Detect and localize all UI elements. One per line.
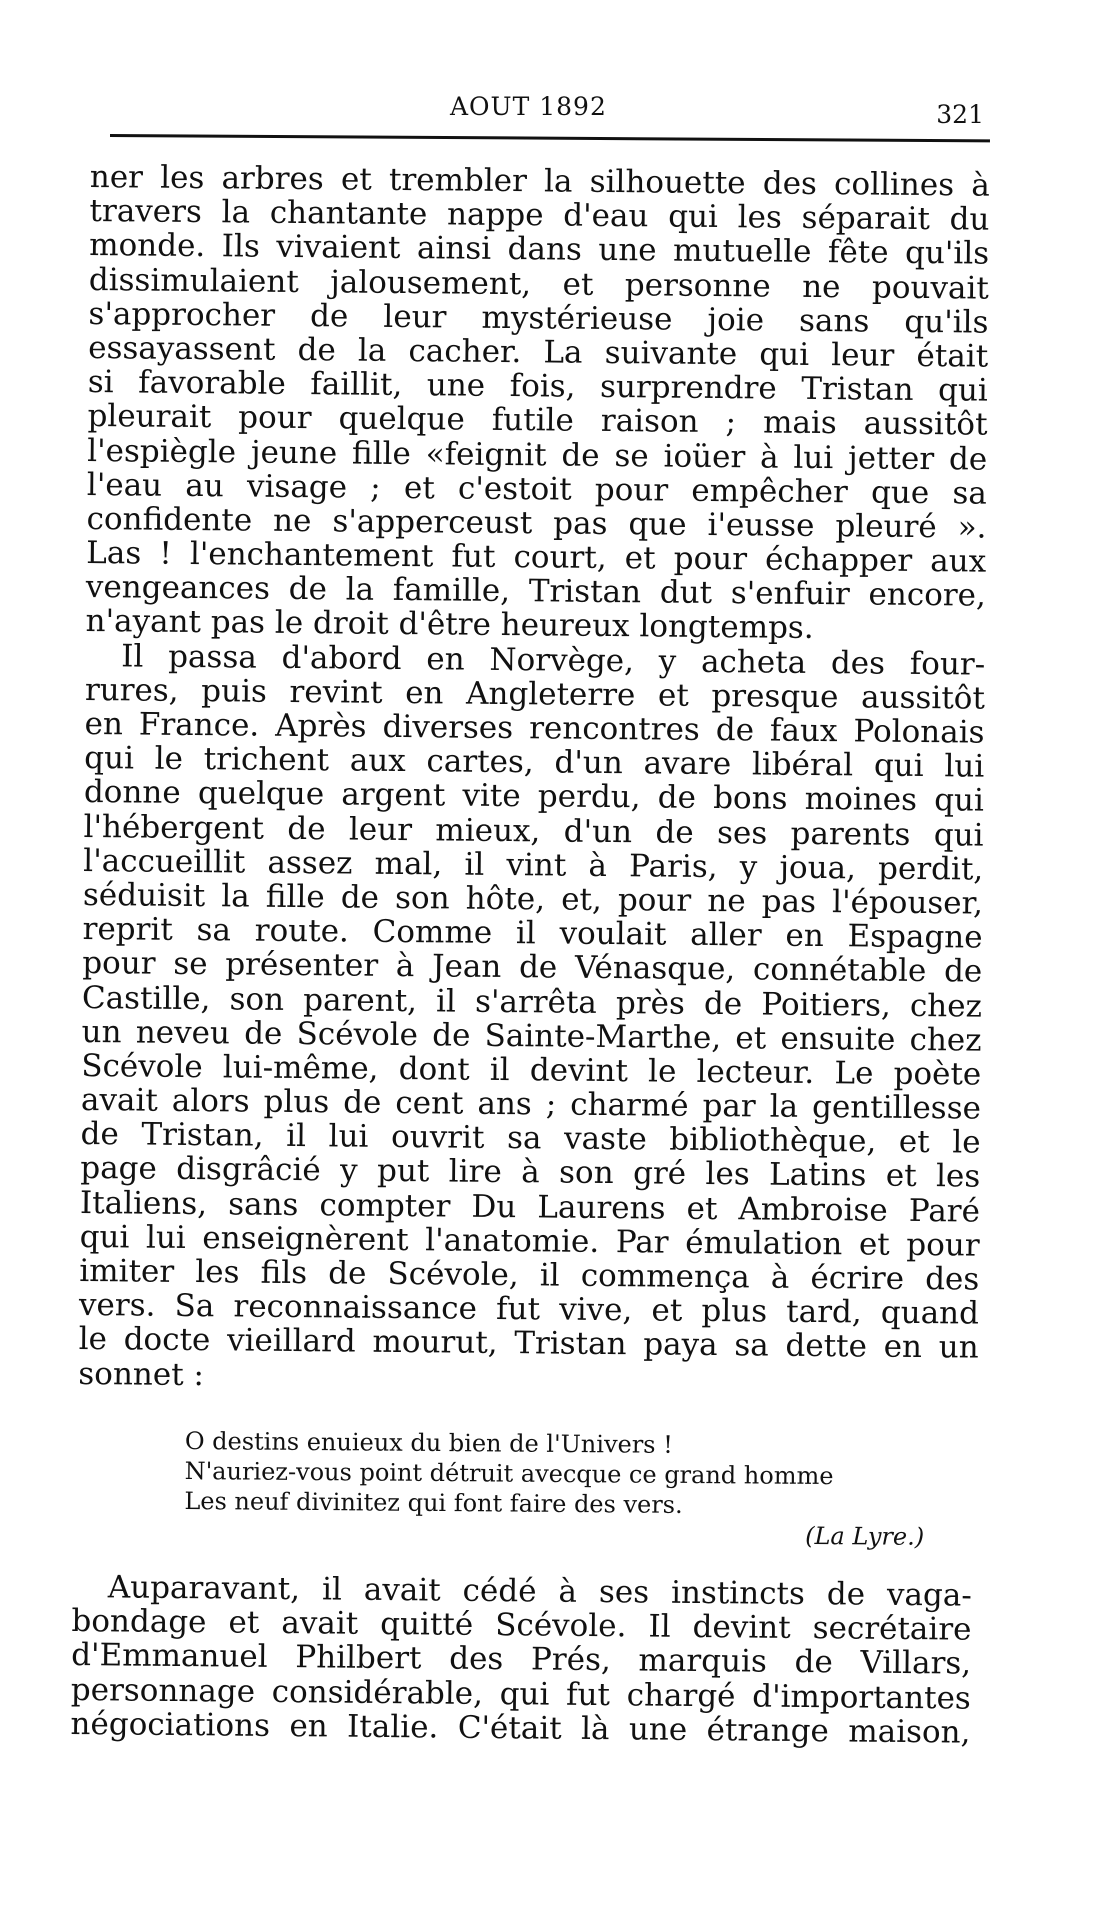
- text-line: reprit sa route. Comme il voulait aller en Espagne: [82, 911, 983, 956]
- text-line: avait alors plus de cent ans ; charmé par la gentillesse: [80, 1082, 982, 1127]
- text-line: Italiens, sans compter Du Laurens et Ambroise Paré: [79, 1184, 981, 1230]
- text-line: monde. Ils vivaient ainsi dans une mutuelle fête qu'ils: [89, 227, 990, 273]
- text-line: personnage considérable, qui fut chargé d'importantes: [70, 1671, 971, 1717]
- page-number: 321: [936, 100, 984, 129]
- paragraph-3: [70, 1570, 972, 1750]
- text-line: sonnet :: [78, 1355, 205, 1393]
- text-line: Scévole lui-même, dont il devint le lecteur. Le poète: [81, 1047, 982, 1093]
- text-line: confidente ne s'apperceust pas que i'eusse pleuré ».: [86, 500, 987, 546]
- text-line: pleurait pour quelque futile raison ; mais aussitôt: [87, 398, 988, 443]
- text-line: un neveu de Scévole de Sainte-Marthe, et ensuite chez: [81, 1013, 982, 1059]
- text-line: qui lui enseignèrent l'anatomie. Par émulation et pour: [79, 1218, 980, 1264]
- text-line: le docte vieillard mourut, Tristan paya sa dette en un: [78, 1321, 979, 1366]
- text-line: s'approcher de leur mystérieuse joie sans qu'ils: [88, 295, 989, 341]
- text-line: essayassent de la cacher. La suivante qui leur était: [88, 329, 989, 375]
- text-line: en France. Après diverses rencontres de faux Polonais: [84, 705, 985, 751]
- body-text: [78, 160, 990, 1399]
- text-line: Las ! l'enchantement fut court, et pour échapper aux: [86, 535, 987, 580]
- text-line: d'Emmanuel Philbert des Prés, marquis de Villars,: [71, 1637, 972, 1683]
- text-line: Castille, son parent, il s'arrêta près de Poitiers, chez: [81, 979, 983, 1025]
- verse-line: N'auriez-vous point détruit avecque ce grand homme: [184, 1456, 834, 1491]
- text-line: dissimulaient jalousement, et personne ne pouvait: [88, 261, 989, 307]
- text-line: rures, puis revint en Angleterre et presque aussitôt: [84, 671, 986, 717]
- verse-line: Les neuf divinitez qui font faire des vers.: [184, 1486, 683, 1519]
- text-line: donne quelque argent vite perdu, de bons moines qui: [83, 774, 985, 819]
- text-line: page disgrâcié y put lire à son gré les Latins et les: [80, 1150, 981, 1196]
- text-line: travers la chantante nappe d'eau qui les séparait du: [89, 193, 990, 238]
- text-line: imiter les fils de Scévole, il commença à écrire des: [79, 1252, 980, 1298]
- quote-source: (La Lyre.): [805, 1521, 925, 1551]
- text-line: ner les arbres et trembler la silhouette des collines à: [89, 159, 990, 204]
- text-line: l'accueillit assez mal, il vint à Paris, y joua, perdit,: [83, 842, 984, 888]
- paragraph-1: [85, 160, 990, 647]
- text-line: vengeances de la famille, Tristan dut s'enfuir encore,: [85, 569, 987, 614]
- paragraph-2: [78, 639, 985, 1400]
- text-line: Il passa d'abord en Norvège, y acheta des four-: [121, 637, 986, 683]
- verse-quotation: [184, 1426, 975, 1552]
- text-line: l'eau au visage ; et c'estoit pour empêcher que sa: [86, 466, 988, 512]
- text-line: n'ayant pas le droit d'être heureux longtemps.: [85, 603, 814, 647]
- text-line: négociations en Italie. C'était là une étrange maison,: [70, 1705, 971, 1751]
- text-line: de Tristan, il lui ouvrit sa vaste bibliothèque, et le: [80, 1116, 981, 1161]
- text-line: bondage et avait quitté Scévole. Il devint secrétaire: [71, 1603, 972, 1648]
- text-line: l'espiègle jeune fille «feignit de se ioüer à lui jetter de: [87, 432, 988, 478]
- running-title: AOUT 1892: [450, 92, 607, 121]
- text-line: Auparavant, il avait cédé à ses instincts de vaga-: [107, 1569, 972, 1614]
- text-line: pour se présenter à Jean de Vénasque, connétable de: [82, 945, 983, 990]
- text-line: qui le trichent aux cartes, d'un avare libéral qui lui: [84, 740, 985, 785]
- text-line: séduisit la fille de son hôte, et, pour ne pas l'épouser,: [82, 876, 984, 922]
- verse-line: O destins enuieux du bien de l'Univers !: [184, 1427, 673, 1459]
- text-line: si favorable faillit, une fois, surprendre Tristan qui: [87, 364, 988, 409]
- text-line: l'hébergent de leur mieux, d'un de ses parents qui: [83, 808, 984, 854]
- text-line: vers. Sa reconnaissance fut vive, et plus tard, quand: [78, 1287, 980, 1332]
- running-head: [90, 92, 990, 136]
